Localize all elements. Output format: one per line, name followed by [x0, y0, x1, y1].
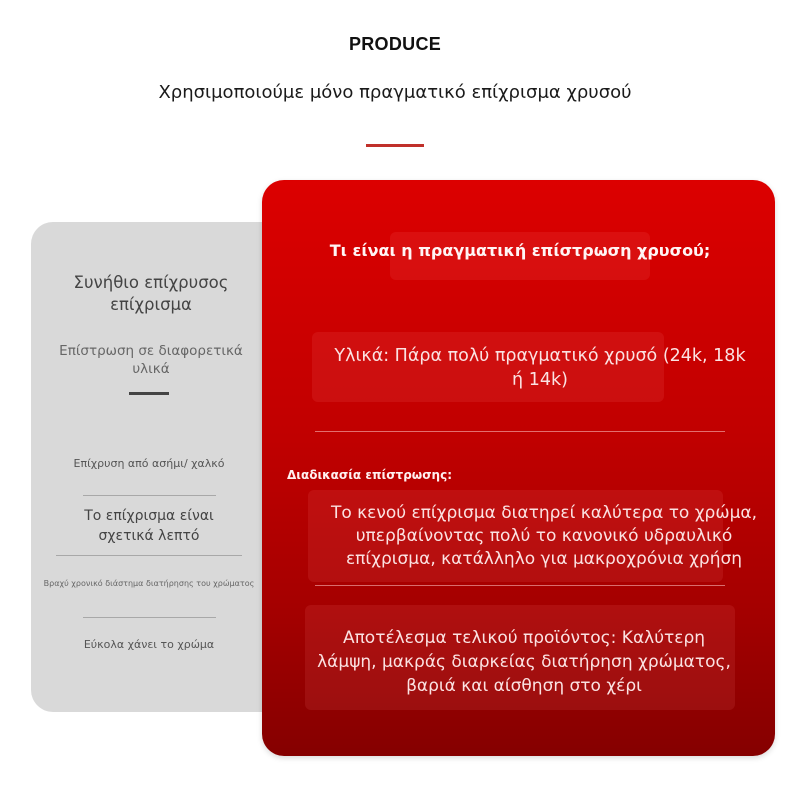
common-plating-title: Συνήθιο επίχρυσος επίχρισμα: [73, 273, 229, 314]
common-item-2: Το επίχρισμα είναι σχετικά λεπτό: [84, 508, 214, 544]
common-plating-subtitle: Επίστρωση σε διαφορετικά υλικά: [59, 343, 243, 377]
real-gold-materials: Υλικά: Πάρα πολύ πραγματικό χρυσό (24k, 18k ή 14k): [334, 346, 746, 390]
process-text: Το κενού επίχρισμα διατηρεί καλύτερα το χρώμα, υπερβαίνοντας πολύ το κανονικό υδραυλικό επίχρισμα, κατάλληλο για μακροχρόνια χρήση: [330, 503, 758, 569]
common-divider-2: [56, 555, 242, 556]
common-plating-accent: [129, 392, 169, 395]
header-divider: [366, 144, 424, 147]
common-divider-3: [83, 617, 216, 618]
process-label: Διαδικασία επίστρωσης:: [287, 468, 453, 482]
page-title: PRODUCE: [348, 34, 442, 54]
result-text: Αποτέλεσμα τελικού προϊόντος: Καλύτερη λάμψη, μακράς διαρκείας διατήρηση χρώματος, βαριά και αίσθηση στο χέρι: [317, 628, 731, 696]
common-item-4: Εύκολα χάνει το χρώμα: [83, 638, 215, 651]
common-item-3: Βραχύ χρονικό διάστημα διατήρησης του χρώματος: [43, 579, 255, 588]
common-divider-1: [83, 495, 216, 496]
real-gold-divider-2: [315, 585, 725, 586]
common-item-1: Επίχρυση από ασήμι/ χαλκό: [73, 457, 225, 470]
page-subtitle: Χρησιμοποιούμε μόνο πραγματικό επίχρισμα χρυσού: [158, 82, 632, 103]
real-gold-heading: Τι είναι η πραγματική επίστρωση χρυσού;: [329, 241, 711, 260]
real-gold-divider-1: [315, 431, 725, 432]
